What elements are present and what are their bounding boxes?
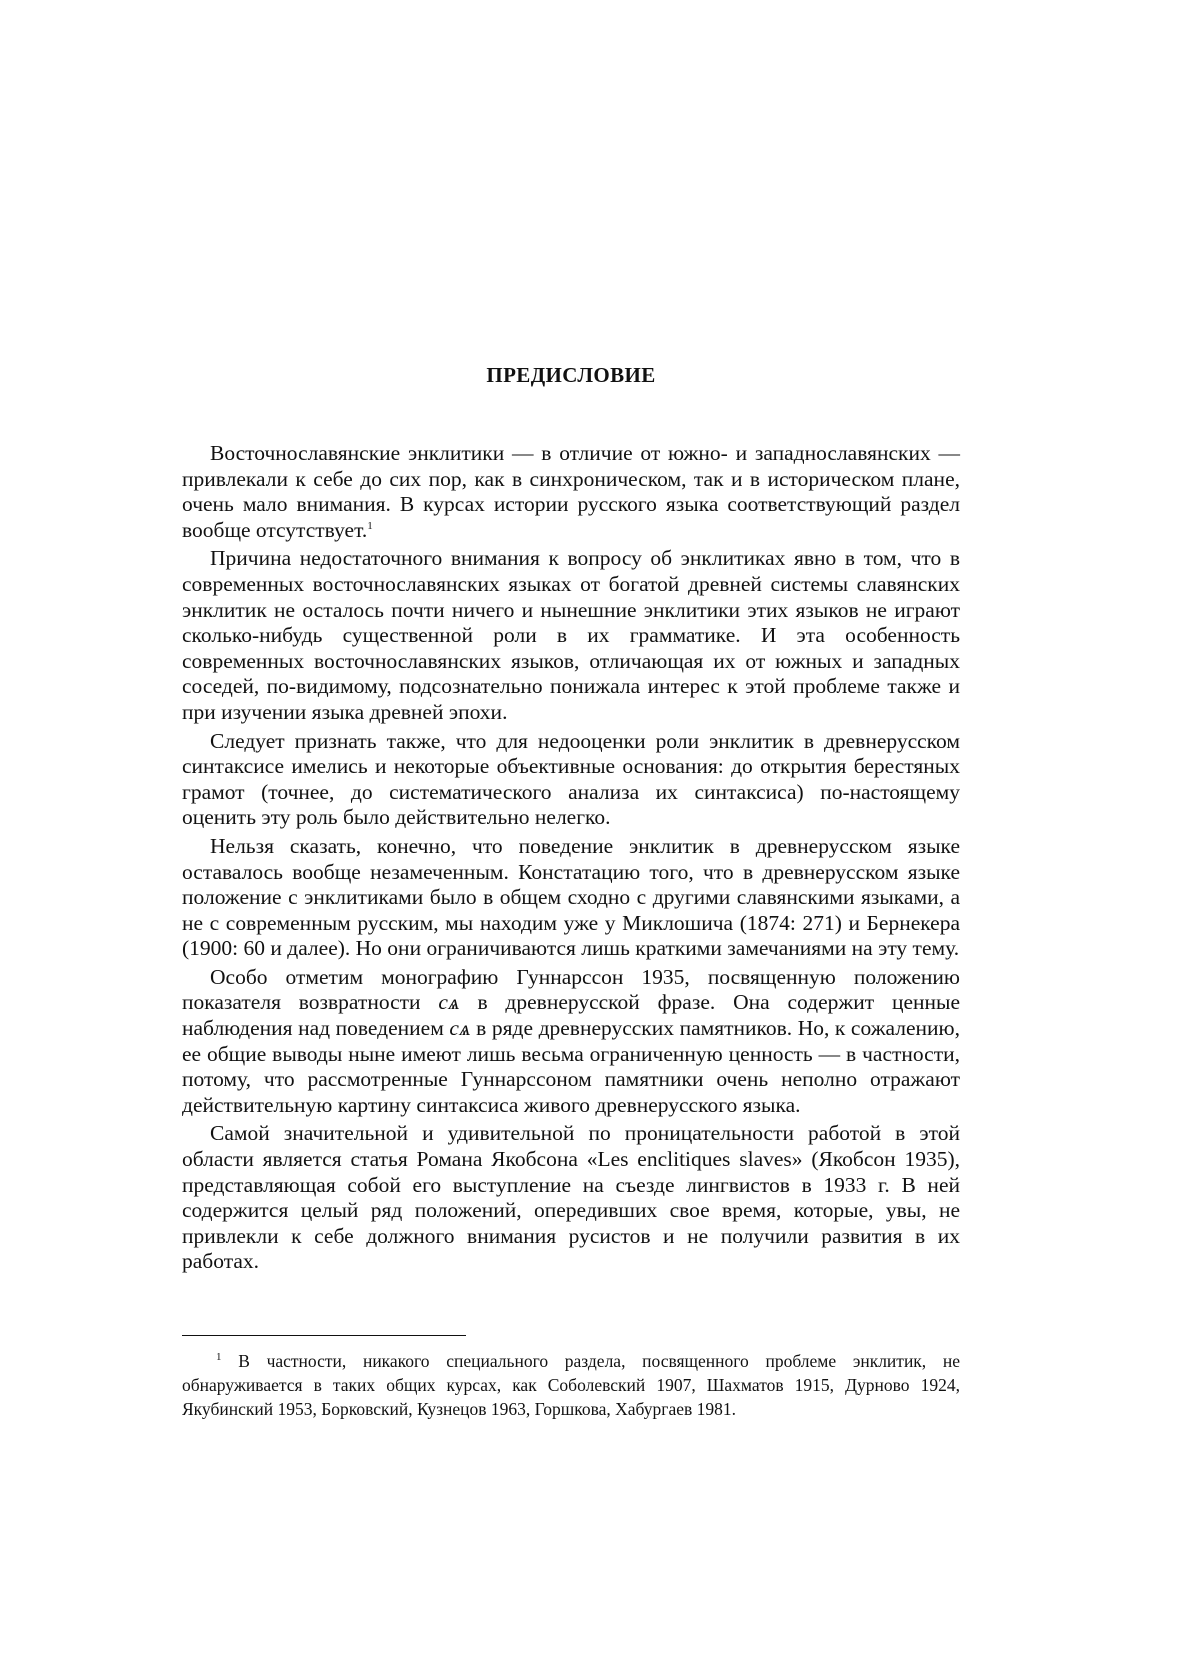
body-text [182, 441, 960, 1275]
footnote-text: В частности, никакого специального раздела, посвященного проблеме энклитик, не обнаруживается в таких общих курсах, как Соболевский 1907, Шахматов 1915, Дурново 1924, Якубинский 1953, Борковский, Кузнецов 1963, Горшкова, Хабургаев 1981. [182, 1351, 961, 1419]
paragraph-5 [182, 965, 960, 1119]
paragraph-1 [182, 441, 960, 543]
footnote-marker: 1 [216, 1351, 222, 1364]
paragraph-4: Нельзя сказать, конечно, что поведение энклитик в древнерусском языке оставалось вообще незамеченным. Констатацию того, что в древнерусском языке положение с энклитиками было в общем сходно с другими славянскими языками, а не с современным русским, мы находим уже у Миклошича (1874: 271) и Бернекера (1900: 60 и далее). Но они ограничиваются лишь краткими замечаниями на эту тему. [182, 833, 960, 961]
paragraph-6: Самой значительной и удивительной по проницательности работой в этой области является статья Романа Якобсона «Les enclitiques slaves» (Якобсон 1935), представляющая собой его выступление на съезде лингвистов в 1933 г. В ней содержится целый ряд положений, опередивших свое время, которые, увы, не привлекли к себе должного внимания русистов и не получили развития в их работах. [182, 1121, 960, 1274]
paragraph-3: Следует признать также, что для недооценки роли энклитик в древнерусском синтаксисе имелись и некоторые объективные основания: до открытия берестяных грамот (точнее, до систематического анализа их синтаксиса) по-настоящему оценить эту роль было действительно нелегко. [182, 728, 960, 830]
paragraph-2: Причина недостаточного внимания к вопросу об энклитиках явно в том, что в современных восточнославянских языках от богатой древней системы славянских энклитик не осталось почти ничего и нынешние энклитики этих языков не играют сколько-нибудь существенной роли в их грамматике. И эта особенность современных восточнославянских языков, отличающая их от южных и западных соседей, по-видимому, подсознательно понижала интерес к этой проблеме также и при изучении языка древней эпохи. [182, 546, 960, 724]
paragraph-5-part-2: в древнерусской фразе. Она содержит ценные наблюдения над поведением [182, 990, 961, 1041]
paragraph-5-part-3: в ряде древнерусских памятников. Но, к сожалению, ее общие выводы ныне имеют лишь весьма ограниченную ценность — в частности, потому, что рассмотренные Гуннарссоном памятники очень неполно отражают действительную картину синтаксиса живого древнерусского языка. [182, 1016, 960, 1117]
paragraph-5-part-1: Особо отметим монографию Гуннарссон 1935, посвященную положению показателя возвратности [182, 964, 960, 1015]
page-title: ПРЕДИСЛОВИЕ [486, 363, 656, 387]
slavonic-word: сѧ [438, 990, 460, 1015]
footnote-separator [182, 1335, 466, 1336]
slavonic-word: сѧ [449, 1016, 471, 1041]
footnote-reference: 1 [367, 519, 373, 532]
footnote [182, 1349, 960, 1421]
paragraph-1-text: Восточнославянские энклитики — в отличие от южно- и западнославянских — привлекали к себе до сих пор, как в синхроническом, так и в историческом плане, очень мало внимания. В курсах истории русского языка соответствующий раздел вообще отсутствует. [182, 441, 960, 542]
